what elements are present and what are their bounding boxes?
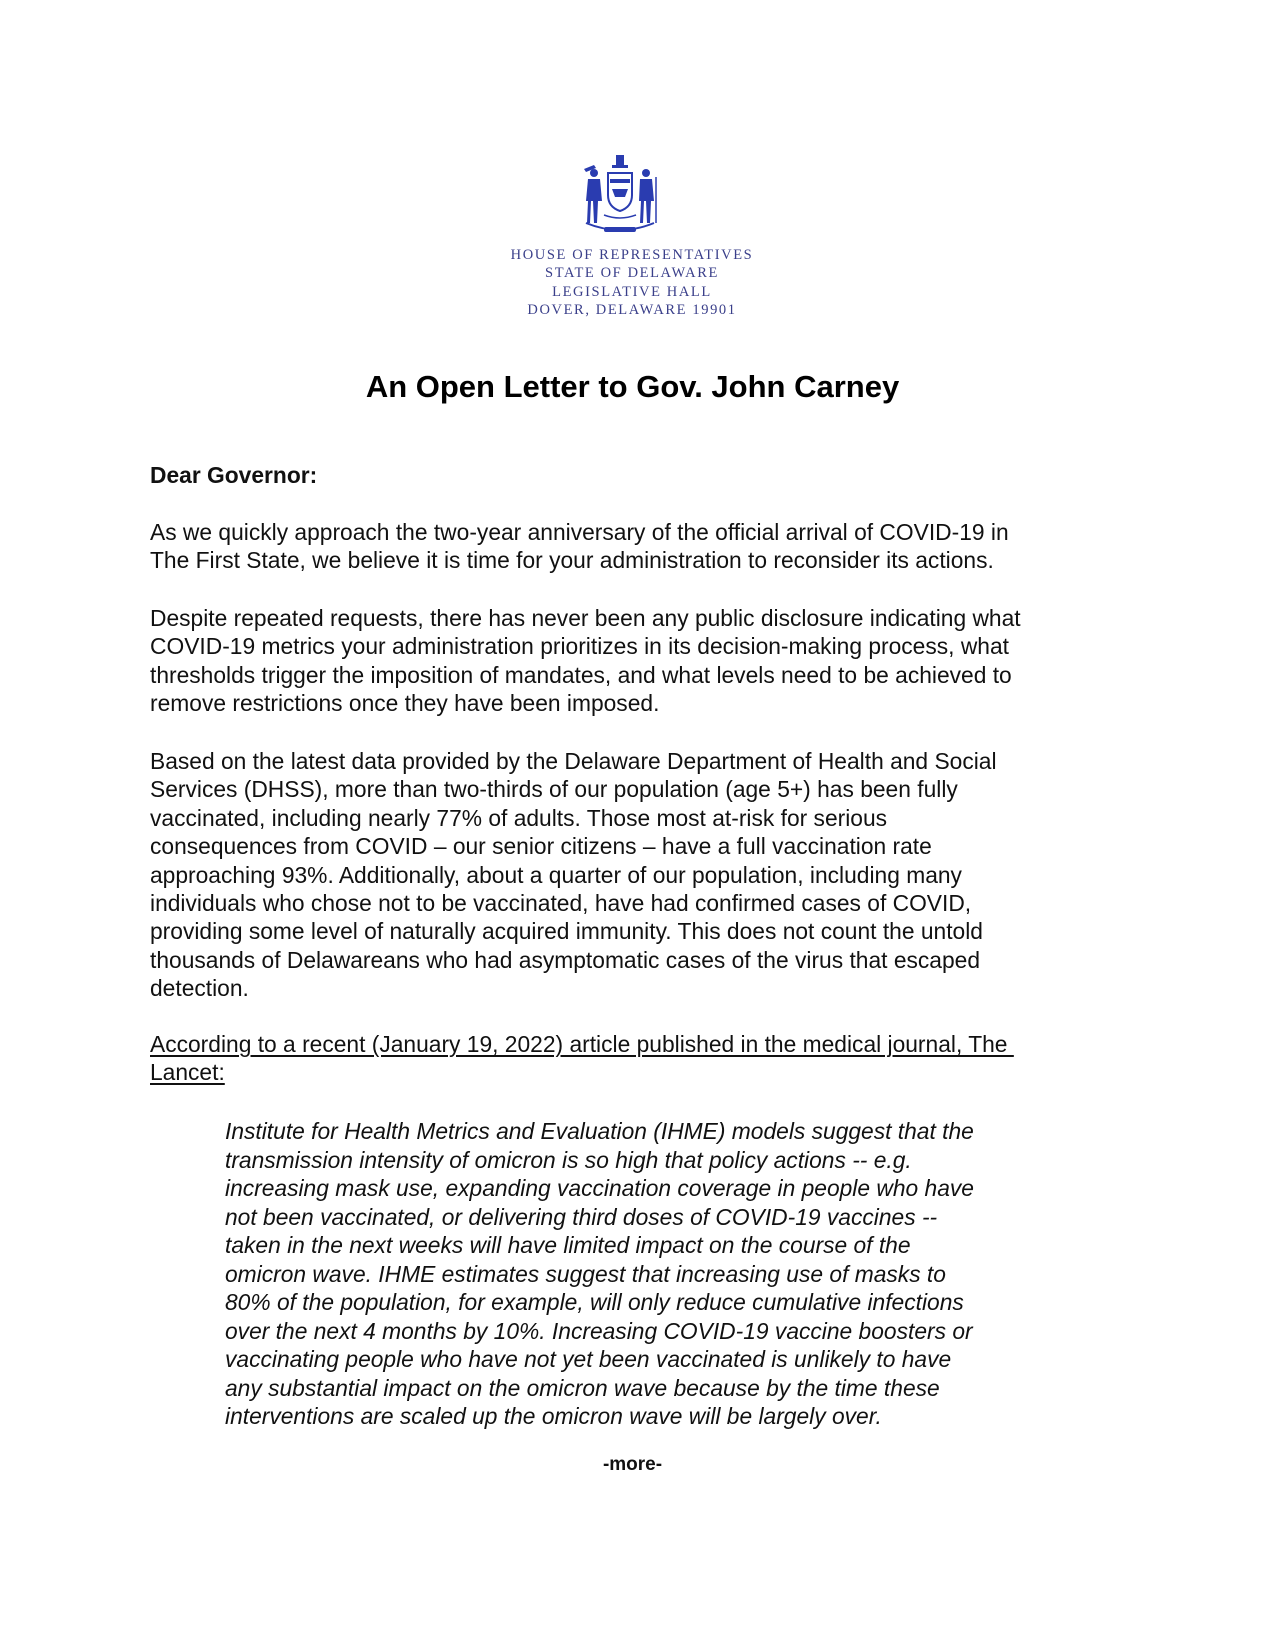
paragraph-disclosure [150,604,1110,718]
quote-line: not been vaccinated, or delivering third doses of COVID-19 vaccines -- [225,1203,938,1230]
quote-line: any substantial impact on the omicron wave because by the time these [225,1374,940,1401]
lancet-quote [225,1117,1105,1431]
quote-line: vaccinating people who have not yet been vaccinated is unlikely to have [225,1346,952,1372]
text-line: detection. [150,975,249,1002]
letter-title: An Open Letter to Gov. John Carney [365,369,900,404]
text-line: remove restrictions once they have been imposed. [150,690,660,717]
paragraph-vaccination-data [150,747,1110,1003]
quote-line: interventions are scaled up the omicron wave will be largely over. [225,1403,882,1429]
paragraph-lancet-intro [150,1030,1110,1087]
text-line: The First State, we believe it is time for your administration to reconsider its actions. [150,547,994,574]
text-line: individuals who chose not to be vaccinated, have had confirmed cases of COVID, [150,890,972,917]
letterhead-address [432,246,832,319]
text-line: thousands of Delawareans who had asymptomatic cases of the virus that escaped [150,946,981,973]
text-line: vaccinated, including nearly 77% of adults. Those most at-risk for serious [150,804,888,831]
text-line: Despite repeated requests, there has never been any public disclosure indicating what [150,605,1021,631]
text-line: Services (DHSS), more than two-thirds of our population (age 5+) has been fully [150,776,958,803]
letterhead-line: LEGISLATIVE HALL [552,283,712,300]
salutation: Dear Governor: [150,462,318,488]
text-line: thresholds trigger the imposition of mandates, and what levels need to be achieved to [150,661,1012,688]
letterhead-line: DOVER, DELAWARE 19901 [527,301,737,318]
quote-line: omicron wave. IHME estimates suggest that increasing use of masks to [225,1260,946,1287]
paragraph-intro [150,518,1110,575]
text-line: Based on the latest data provided by the Delaware Department of Health and Social [150,748,997,774]
quote-line: increasing mask use, expanding vaccination coverage in people who have [225,1175,974,1201]
quote-line: over the next 4 months by 10%. Increasing COVID-19 vaccine boosters or [225,1317,973,1344]
text-line: COVID-19 metrics your administration prioritizes in its decision-making process, what [150,633,1009,660]
letterhead-line: HOUSE OF REPRESENTATIVES [510,247,754,263]
quote-line: Institute for Health Metrics and Evaluation (IHME) models suggest that the [225,1118,974,1144]
underlined-text-line: According to a recent (January 19, 2022) article published in the medical journal, The [150,1031,1014,1057]
text-line: As we quickly approach the two-year anniversary of the official arrival of COVID-19 in [150,519,1009,545]
continuation-marker: -more- [602,1454,663,1475]
quote-line: taken in the next weeks will have limited impact on the course of the [225,1232,911,1258]
text-line: approaching 93%. Additionally, about a quarter of our population, including many [150,861,962,888]
letterhead-line: STATE OF DELAWARE [545,265,719,282]
underlined-text-line: Lancet: [150,1059,225,1086]
text-line: providing some level of naturally acquired immunity. This does not count the untold [150,918,983,945]
text-line: consequences from COVID – our senior citizens – have a full vaccination rate [150,833,932,860]
quote-line: 80% of the population, for example, will only reduce cumulative infections [225,1289,964,1315]
quote-line: transmission intensity of omicron is so high that policy actions -- e.g. [225,1146,912,1173]
delaware-seal-icon [578,153,662,237]
